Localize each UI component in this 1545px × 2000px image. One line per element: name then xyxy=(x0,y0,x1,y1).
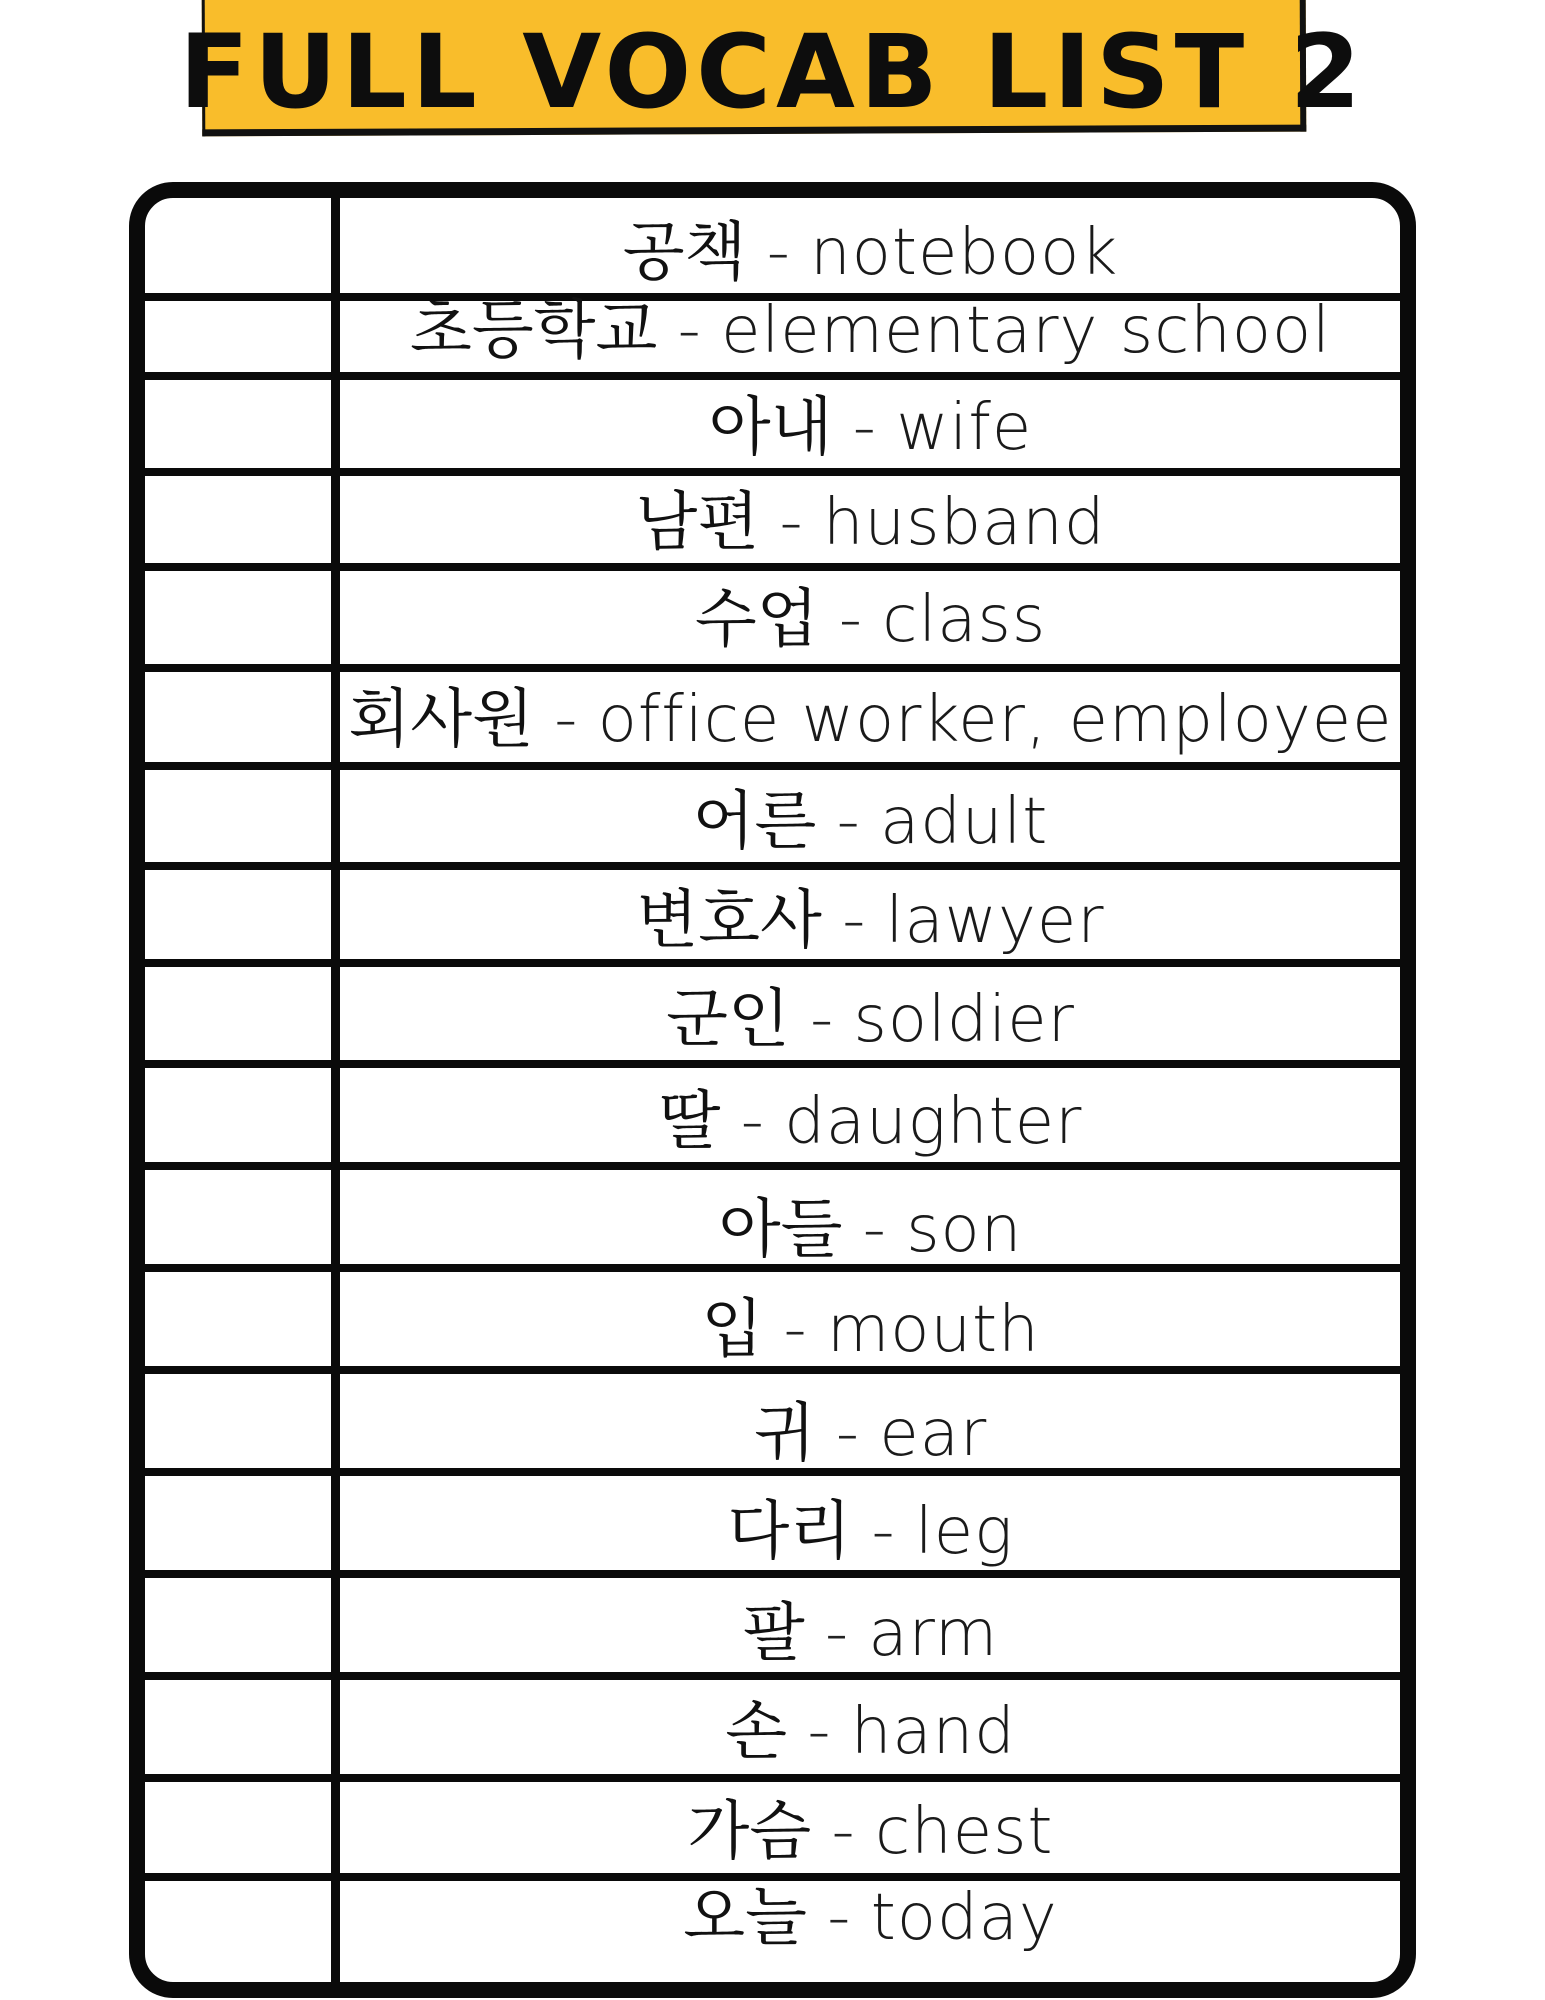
vocab-entry xyxy=(340,1692,1401,1772)
korean-word: 변호사 xyxy=(636,884,822,958)
dash-separator: - xyxy=(789,983,854,1057)
english-translation: office worker, employee xyxy=(597,683,1393,757)
english-translation: leg xyxy=(914,1495,1014,1569)
dash-separator: - xyxy=(816,785,881,859)
korean-word: 수업 xyxy=(694,583,819,657)
korean-word: 오늘 xyxy=(683,1881,807,1955)
dash-separator: - xyxy=(832,391,897,465)
row-divider xyxy=(145,862,1409,870)
row-divider xyxy=(145,1774,1409,1782)
english-translation: daughter xyxy=(784,1085,1083,1159)
korean-word: 어른 xyxy=(692,785,817,859)
korean-word: 팔 xyxy=(742,1597,805,1671)
vocab-entry xyxy=(340,1394,1401,1474)
dash-separator: - xyxy=(851,1495,915,1569)
korean-word: 귀 xyxy=(753,1397,816,1471)
english-translation: lawyer xyxy=(885,884,1105,958)
english-translation: son xyxy=(906,1193,1023,1267)
vocab-entry xyxy=(340,1492,1401,1572)
dash-separator: - xyxy=(821,884,886,958)
english-translation: chest xyxy=(874,1795,1054,1869)
english-translation: wife xyxy=(896,391,1033,465)
vocab-entry xyxy=(340,1792,1401,1872)
english-translation: hand xyxy=(850,1695,1016,1769)
korean-word: 초등학교 xyxy=(410,294,658,368)
english-translation: class xyxy=(882,583,1047,657)
vocab-entry xyxy=(340,213,1401,293)
row-divider xyxy=(145,1162,1409,1170)
dash-separator: - xyxy=(787,1695,851,1769)
row-divider xyxy=(145,1060,1409,1068)
vocab-entry xyxy=(340,1290,1401,1370)
english-translation: husband xyxy=(822,486,1106,560)
korean-word: 공책 xyxy=(622,216,747,290)
english-translation: notebook xyxy=(810,216,1119,290)
korean-word: 아내 xyxy=(708,391,833,465)
dash-separator: - xyxy=(818,583,883,657)
dash-separator: - xyxy=(533,683,598,757)
dash-separator: - xyxy=(804,1597,869,1671)
english-translation: mouth xyxy=(826,1293,1040,1367)
korean-word: 군인 xyxy=(666,983,790,1057)
vocab-entry xyxy=(340,1594,1401,1674)
dash-separator: - xyxy=(657,294,722,368)
korean-word: 입 xyxy=(701,1293,764,1367)
english-translation: elementary school xyxy=(721,294,1331,368)
vocab-entry xyxy=(340,580,1401,660)
row-divider xyxy=(145,762,1409,770)
page-title: FULL VOCAB LIST 2 xyxy=(179,13,1366,132)
dash-separator: - xyxy=(842,1193,907,1267)
vocab-entry xyxy=(340,881,1401,961)
row-divider xyxy=(145,372,1409,380)
dash-separator: - xyxy=(746,216,811,290)
vocab-entry xyxy=(340,291,1401,371)
korean-word: 가슴 xyxy=(687,1795,812,1869)
korean-word: 남편 xyxy=(635,486,760,560)
row-divider xyxy=(145,664,1409,672)
vocab-entry xyxy=(340,1190,1401,1270)
english-translation: ear xyxy=(879,1397,988,1471)
dash-separator: - xyxy=(815,1397,880,1471)
dash-separator: - xyxy=(720,1085,785,1159)
vocab-notebook xyxy=(129,182,1416,1998)
korean-word: 딸 xyxy=(658,1085,721,1159)
korean-word: 회사원 xyxy=(348,683,534,757)
row-divider xyxy=(145,563,1409,571)
dash-separator: - xyxy=(811,1795,875,1869)
vocab-entry xyxy=(340,1082,1401,1162)
dash-separator: - xyxy=(759,486,823,560)
dash-separator: - xyxy=(763,1293,827,1367)
vocab-entry xyxy=(340,1878,1401,1958)
vocab-entry xyxy=(340,782,1401,862)
vocab-entry xyxy=(340,388,1401,468)
row-divider xyxy=(145,468,1409,476)
english-translation: adult xyxy=(880,785,1049,859)
vocab-entry xyxy=(340,680,1401,760)
english-translation: today xyxy=(870,1881,1058,1955)
vocab-entry xyxy=(340,980,1401,1060)
english-translation: soldier xyxy=(853,983,1075,1057)
korean-word: 아들 xyxy=(718,1193,843,1267)
english-translation: arm xyxy=(868,1597,999,1671)
vocab-entry xyxy=(340,483,1401,563)
korean-word: 손 xyxy=(725,1695,788,1769)
dash-separator: - xyxy=(806,1881,871,1955)
korean-word: 다리 xyxy=(727,1495,852,1569)
margin-line xyxy=(331,198,340,1982)
